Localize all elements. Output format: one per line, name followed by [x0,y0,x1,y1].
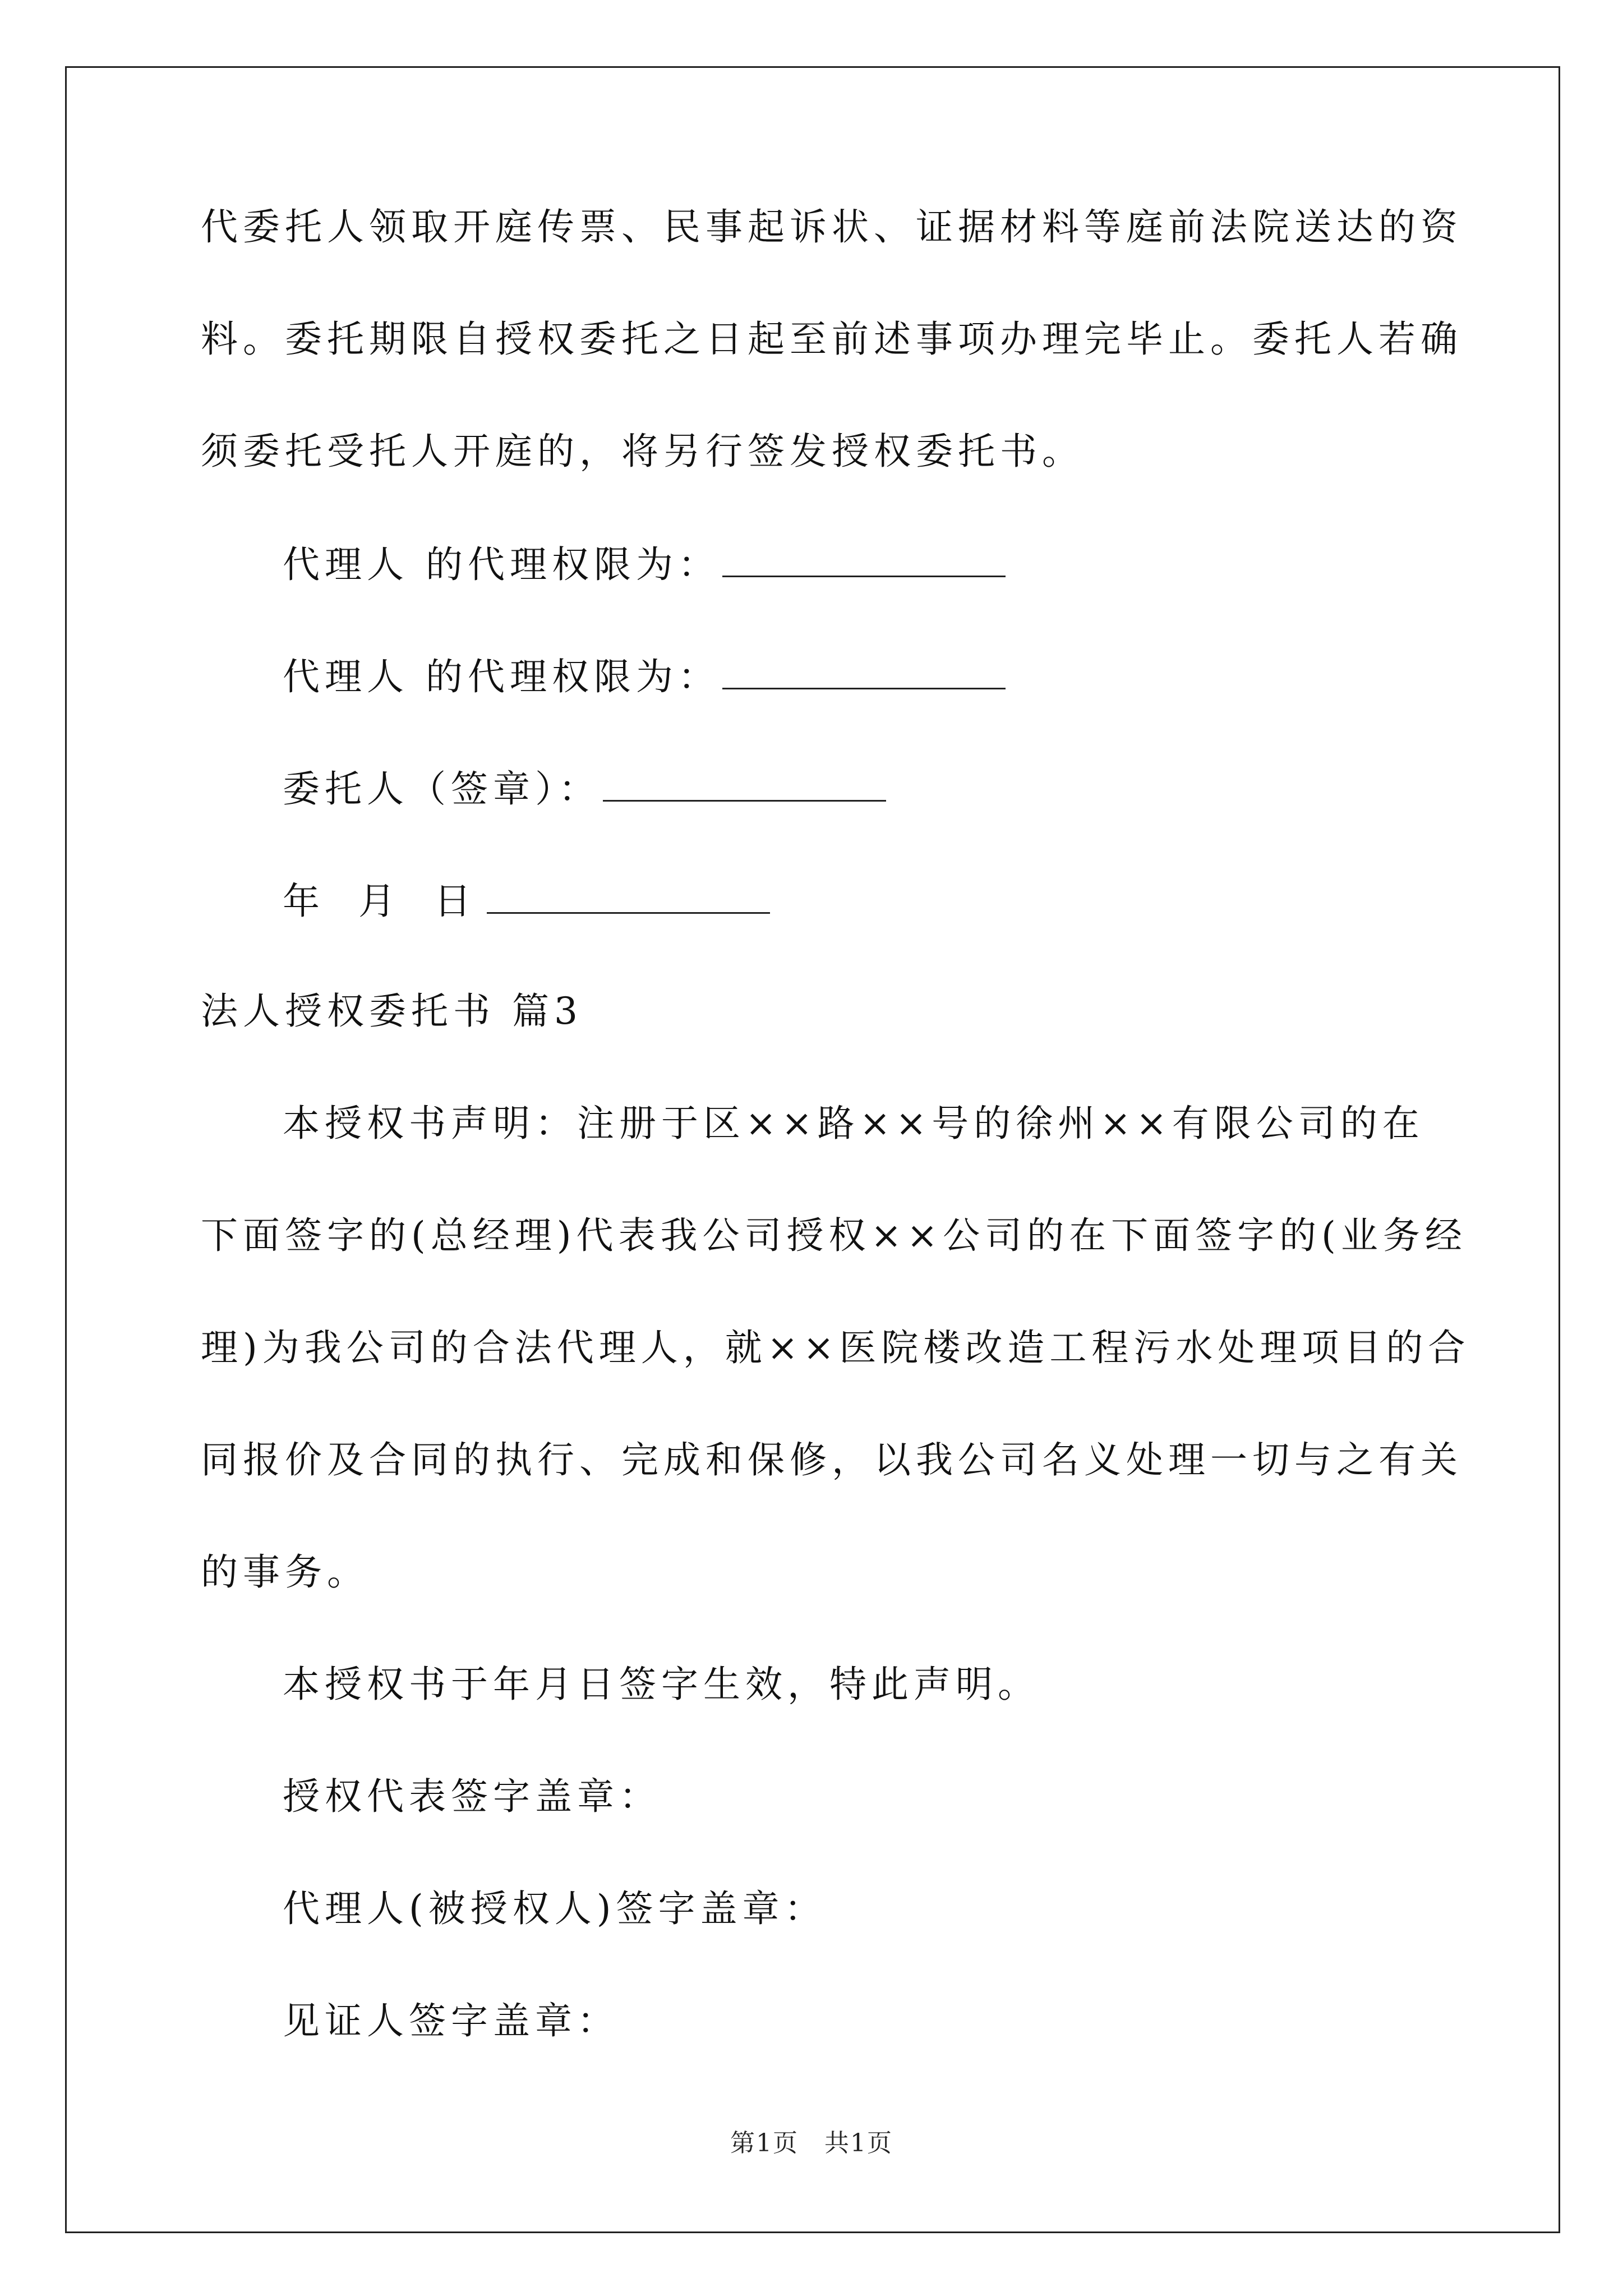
page-footer: 第1页 共1页 [730,2129,893,2157]
agent-limit-line-2 [283,657,1006,696]
paragraph1-line-1: 代委托人领取开庭传票、民事起诉状、证据材料等庭前法院送达的资 [201,205,1463,249]
date-line [283,880,770,923]
agent-limit-blank-1 [722,545,1006,577]
principal-seal-label: 委托人（签章）： [283,767,601,811]
date-blank [487,882,770,914]
section-title: 法人授权委托书 篇3 [201,990,583,1033]
agent-limit-line-1 [283,543,1006,586]
principal-seal-line [283,767,886,811]
paragraph2-line-1: 本授权书声明：注册于区××路××号的徐州××有限公司的在 [283,1102,1424,1145]
paragraph2-line-2: 下面签字的(总经理)代表我公司授权××公司的在下面签字的(业务经 [201,1214,1467,1257]
paragraph2-line-5: 的事务。 [201,1550,369,1594]
date-label: 年 月 日 [283,880,485,923]
agent-seal: 代理人(被授权人)签字盖章： [283,1887,827,1930]
paragraph2-line-3: 理)为我公司的合法代理人，就××医院楼改造工程污水处理项目的合 [201,1326,1470,1369]
witness-seal: 见证人签字盖章： [283,1999,619,2042]
effective-statement: 本授权书于年月日签字生效，特此声明。 [283,1663,1040,1706]
representative-seal: 授权代表签字盖章： [283,1775,661,1818]
principal-seal-blank [603,770,886,802]
paragraph1-line-2: 料。委托期限自授权委托之日起至前述事项办理完毕止。委托人若确 [201,318,1463,361]
agent-limit-label-1: 代理人 的代理权限为： [283,543,720,586]
paragraph2-line-4: 同报价及合同的执行、完成和保修，以我公司名义处理一切与之有关 [201,1438,1463,1481]
agent-limit-label-2: 代理人 的代理权限为： [283,655,720,698]
agent-limit-blank-2 [722,657,1006,689]
paragraph1-line-3: 须委托受托人开庭的，将另行签发授权委托书。 [201,430,1084,473]
